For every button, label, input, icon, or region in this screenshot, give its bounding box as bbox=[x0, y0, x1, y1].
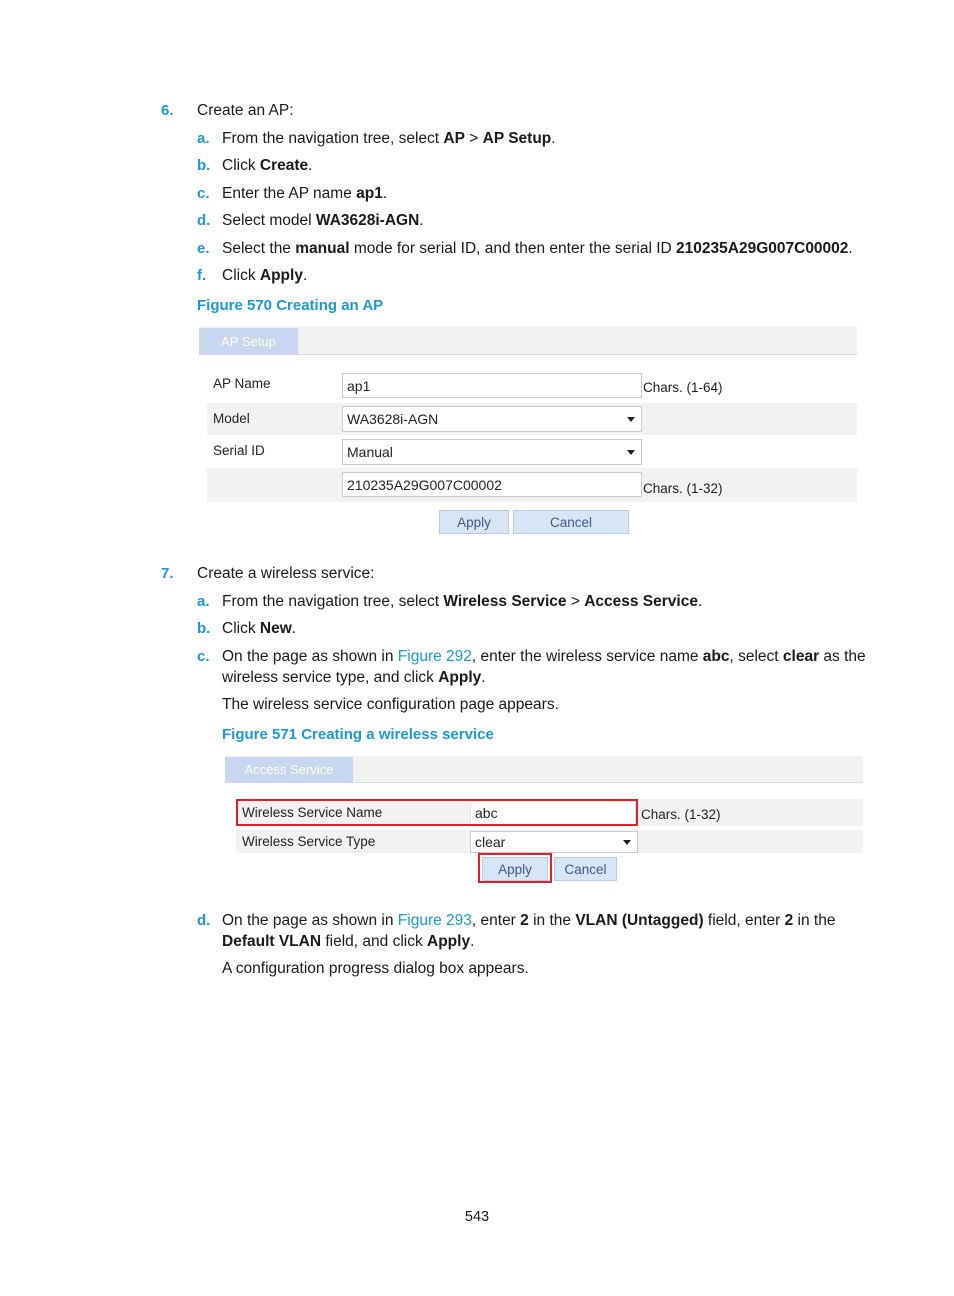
substep-7c-text-line2: wireless service type, and click Apply. bbox=[222, 669, 486, 686]
serial-id-label: Serial ID bbox=[213, 443, 265, 458]
serial-mode-value: Manual bbox=[347, 444, 393, 460]
chevron-down-icon bbox=[627, 450, 635, 455]
model-label: Model bbox=[213, 411, 250, 426]
service-name-input[interactable]: abc bbox=[470, 801, 636, 825]
ap-name-label: AP Name bbox=[213, 376, 271, 391]
figure-570-caption: Figure 570 Creating an AP bbox=[197, 297, 384, 314]
tab-access-service[interactable]: Access Service bbox=[225, 757, 353, 783]
highlight-box bbox=[478, 853, 552, 883]
ap-name-hint: Chars. (1-64) bbox=[643, 380, 723, 395]
substep-6e-text: Select the manual mode for serial ID, and then enter the serial ID 210235A29G007C00002. bbox=[222, 240, 853, 257]
substep-7c: c. bbox=[197, 648, 210, 665]
substep-7b: b. bbox=[197, 620, 211, 637]
serial-id-input[interactable]: 210235A29G007C00002 bbox=[342, 472, 642, 497]
substep-6a-text: From the navigation tree, select AP > AP Setup. bbox=[222, 130, 556, 147]
substep-6f: f. bbox=[197, 267, 207, 284]
step-number: 6. bbox=[161, 102, 174, 119]
substep-7d-text: On the page as shown in Figure 293, enter 2 in the VLAN (Untagged) field, enter 2 in the bbox=[222, 912, 836, 929]
cancel-button[interactable]: Cancel bbox=[513, 510, 629, 534]
figure-292-link[interactable]: Figure 292 bbox=[397, 648, 472, 665]
apply-button[interactable]: Apply bbox=[482, 857, 548, 881]
tab-ap-setup[interactable]: AP Setup bbox=[199, 328, 298, 355]
substep-7b-text: Click New. bbox=[222, 620, 297, 637]
chevron-down-icon bbox=[623, 840, 631, 845]
service-type-select[interactable] bbox=[470, 831, 638, 853]
substep-6f-text: Click Apply. bbox=[222, 267, 308, 284]
substep-6b-text: Click Create. bbox=[222, 157, 313, 174]
substep-6c: c. bbox=[197, 185, 210, 202]
substep-6d: d. bbox=[197, 212, 211, 229]
chevron-down-icon bbox=[627, 417, 635, 422]
substep-6b: b. bbox=[197, 157, 211, 174]
substep-7d-note: A configuration progress dialog box appears. bbox=[222, 960, 529, 977]
substep-6e: e. bbox=[197, 240, 210, 257]
step-7-text: Create a wireless service: bbox=[197, 565, 375, 582]
service-type-value: clear bbox=[475, 834, 506, 850]
cancel-button[interactable]: Cancel bbox=[554, 857, 617, 881]
substep-6c-text: Enter the AP name ap1. bbox=[222, 185, 388, 202]
step-6 bbox=[161, 100, 174, 121]
step-6-text: Create an AP: bbox=[197, 102, 294, 119]
service-name-label: Wireless Service Name bbox=[242, 805, 383, 820]
figure-293-link[interactable]: Figure 293 bbox=[397, 912, 472, 929]
substep-6d-text: Select model WA3628i-AGN. bbox=[222, 212, 424, 229]
substep-6a: a. bbox=[197, 130, 210, 147]
figure-571-caption: Figure 571 Creating a wireless service bbox=[222, 726, 494, 743]
apply-button[interactable]: Apply bbox=[439, 510, 509, 534]
substep-7c-note: The wireless service configuration page appears. bbox=[222, 696, 559, 713]
service-type-label: Wireless Service Type bbox=[242, 834, 376, 849]
model-select-value: WA3628i-AGN bbox=[347, 411, 439, 427]
substep-7c-text: On the page as shown in Figure 292, enter the wireless service name abc, select clear as the bbox=[222, 648, 866, 665]
serial-mode-select[interactable] bbox=[342, 439, 642, 465]
figure-571-screenshot bbox=[225, 756, 863, 886]
ap-name-input[interactable]: ap1 bbox=[342, 373, 642, 398]
substep-7d-text-line2: Default VLAN field, and click Apply. bbox=[222, 933, 475, 950]
model-select[interactable] bbox=[342, 406, 642, 432]
serial-id-hint: Chars. (1-32) bbox=[643, 481, 723, 496]
figure-570-screenshot bbox=[199, 326, 857, 536]
substep-7a-text: From the navigation tree, select Wireless Service > Access Service. bbox=[222, 593, 703, 610]
page-number: 543 bbox=[464, 1209, 490, 1225]
step-7: 7. bbox=[161, 565, 174, 582]
substep-7a: a. bbox=[197, 593, 210, 610]
service-name-hint: Chars. (1-32) bbox=[641, 807, 721, 822]
substep-7d: d. bbox=[197, 912, 211, 929]
